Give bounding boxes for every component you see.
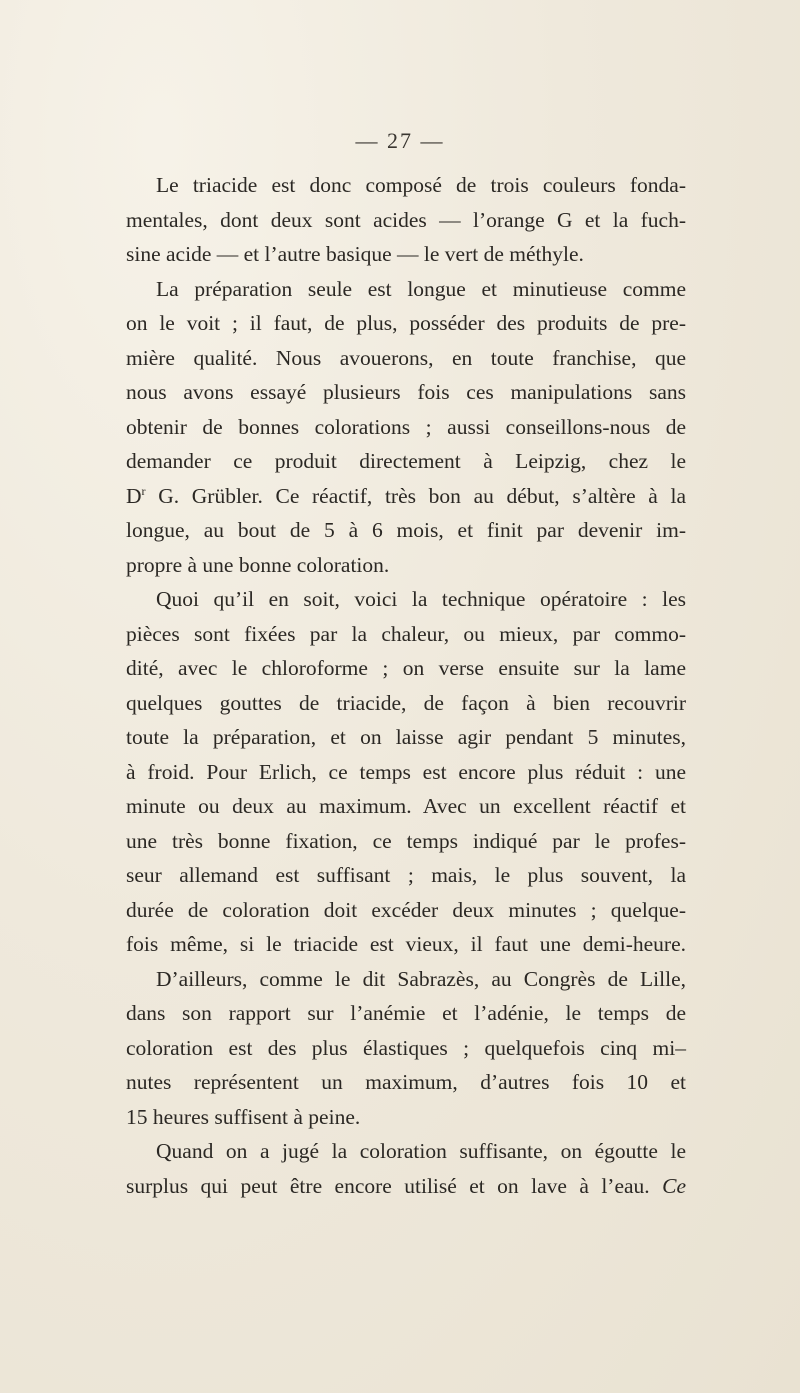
line-text: obtenir de bonnes colorations ; aussi conseillons-nous de [126, 414, 686, 439]
line-text: dité, avec le chloroforme ; on verse ensuite sur la lame [126, 656, 686, 680]
line-text: mentales, dont deux sont acides — l’orange G et la fuch- [126, 207, 686, 232]
line-text: La préparation seule est longue et minutieuse comme [156, 276, 686, 301]
text-line [126, 893, 686, 928]
text-line [126, 168, 686, 203]
line-text: longue, au bout de 5 à 6 mois, et finit par devenir im- [126, 518, 686, 542]
text-line [126, 306, 686, 341]
text-line [126, 962, 686, 997]
text-line [126, 444, 686, 479]
line-text: durée de coloration doit excéder deux minutes ; quelque- [126, 897, 686, 922]
line-text: fois même, si le triacide est vieux, il faut une demi-heure. [126, 932, 686, 956]
line-text: 15 heures suffisent à peine. [126, 1104, 361, 1129]
text-line [126, 237, 686, 272]
text-line [126, 479, 686, 514]
line-text: sine acide — et l’autre basique — le vert de méthyle. [126, 242, 584, 266]
text-line [126, 858, 686, 893]
text-line [126, 410, 686, 445]
text-line [126, 513, 686, 548]
text-line [126, 582, 686, 617]
page-number: — 27 — [355, 128, 445, 153]
line-text: nous avons essayé plusieurs fois ces manipulations sans [126, 380, 686, 404]
line-text: on le voit ; il faut, de plus, posséder des produits de pre- [126, 311, 686, 335]
text-line [126, 548, 686, 583]
line-text: propre à une bonne coloration. [126, 552, 390, 577]
text-line [126, 617, 686, 652]
text-line [126, 1169, 686, 1204]
line-text: une très bonne fixation, ce temps indiqué par le profes- [126, 828, 686, 853]
line-text: seur allemand est suffisant ; mais, le plus souvent, la [126, 863, 686, 887]
line-text: G. Grübler. Ce réactif, très bon au début, s’altère à la [145, 483, 686, 508]
text-line [126, 789, 686, 824]
line-text: Quand on a jugé la coloration suffisante, on égoutte le [156, 1139, 686, 1163]
line-text: demander ce produit directement à Leipzig, chez le [126, 449, 686, 473]
text-line [126, 1065, 686, 1100]
line-text: surplus qui peut être encore utilisé et on lave à l’eau. [126, 1173, 663, 1198]
line-text: toute la préparation, et on laisse agir pendant 5 minutes, [126, 725, 686, 749]
text-line [126, 1134, 686, 1169]
line-text: Le triacide est donc composé de trois couleurs fonda- [156, 173, 686, 197]
body-text [126, 168, 686, 1203]
text-line [126, 755, 686, 790]
text-line [126, 686, 686, 721]
text-line [126, 203, 686, 238]
text-line [126, 375, 686, 410]
line-text: mière qualité. Nous avouerons, en toute franchise, que [126, 345, 686, 370]
text-line [126, 927, 686, 962]
italic-word: Ce [662, 1173, 686, 1198]
line-text: minute ou deux au maximum. Avec un excellent réactif et [126, 794, 686, 818]
text-line [126, 651, 686, 686]
line-text: Quoi qu’il en soit, voici la technique opératoire : les [156, 587, 686, 611]
text-line [126, 824, 686, 859]
text-line [126, 996, 686, 1031]
line-text: quelques gouttes de triacide, de façon à bien recouvrir [126, 690, 686, 715]
text-line [126, 272, 686, 307]
line-text: coloration est des plus élastiques ; quelquefois cinq mi– [126, 1035, 686, 1060]
line-text: D’ailleurs, comme le dit Sabrazès, au Congrès de Lille, [156, 966, 686, 991]
superscript: r [141, 483, 146, 498]
text-line [126, 1031, 686, 1066]
line-text: à froid. Pour Erlich, ce temps est encore plus réduit : une [126, 759, 686, 784]
text-line [126, 1100, 686, 1135]
text-line [126, 341, 686, 376]
line-text: nutes représentent un maximum, d’autres fois 10 et [126, 1070, 686, 1094]
line-text: dans son rapport sur l’anémie et l’adénie, le temps de [126, 1001, 686, 1025]
line-text: pièces sont fixées par la chaleur, ou mieux, par commo- [126, 621, 686, 646]
line-text: D [126, 483, 142, 508]
text-line [126, 720, 686, 755]
